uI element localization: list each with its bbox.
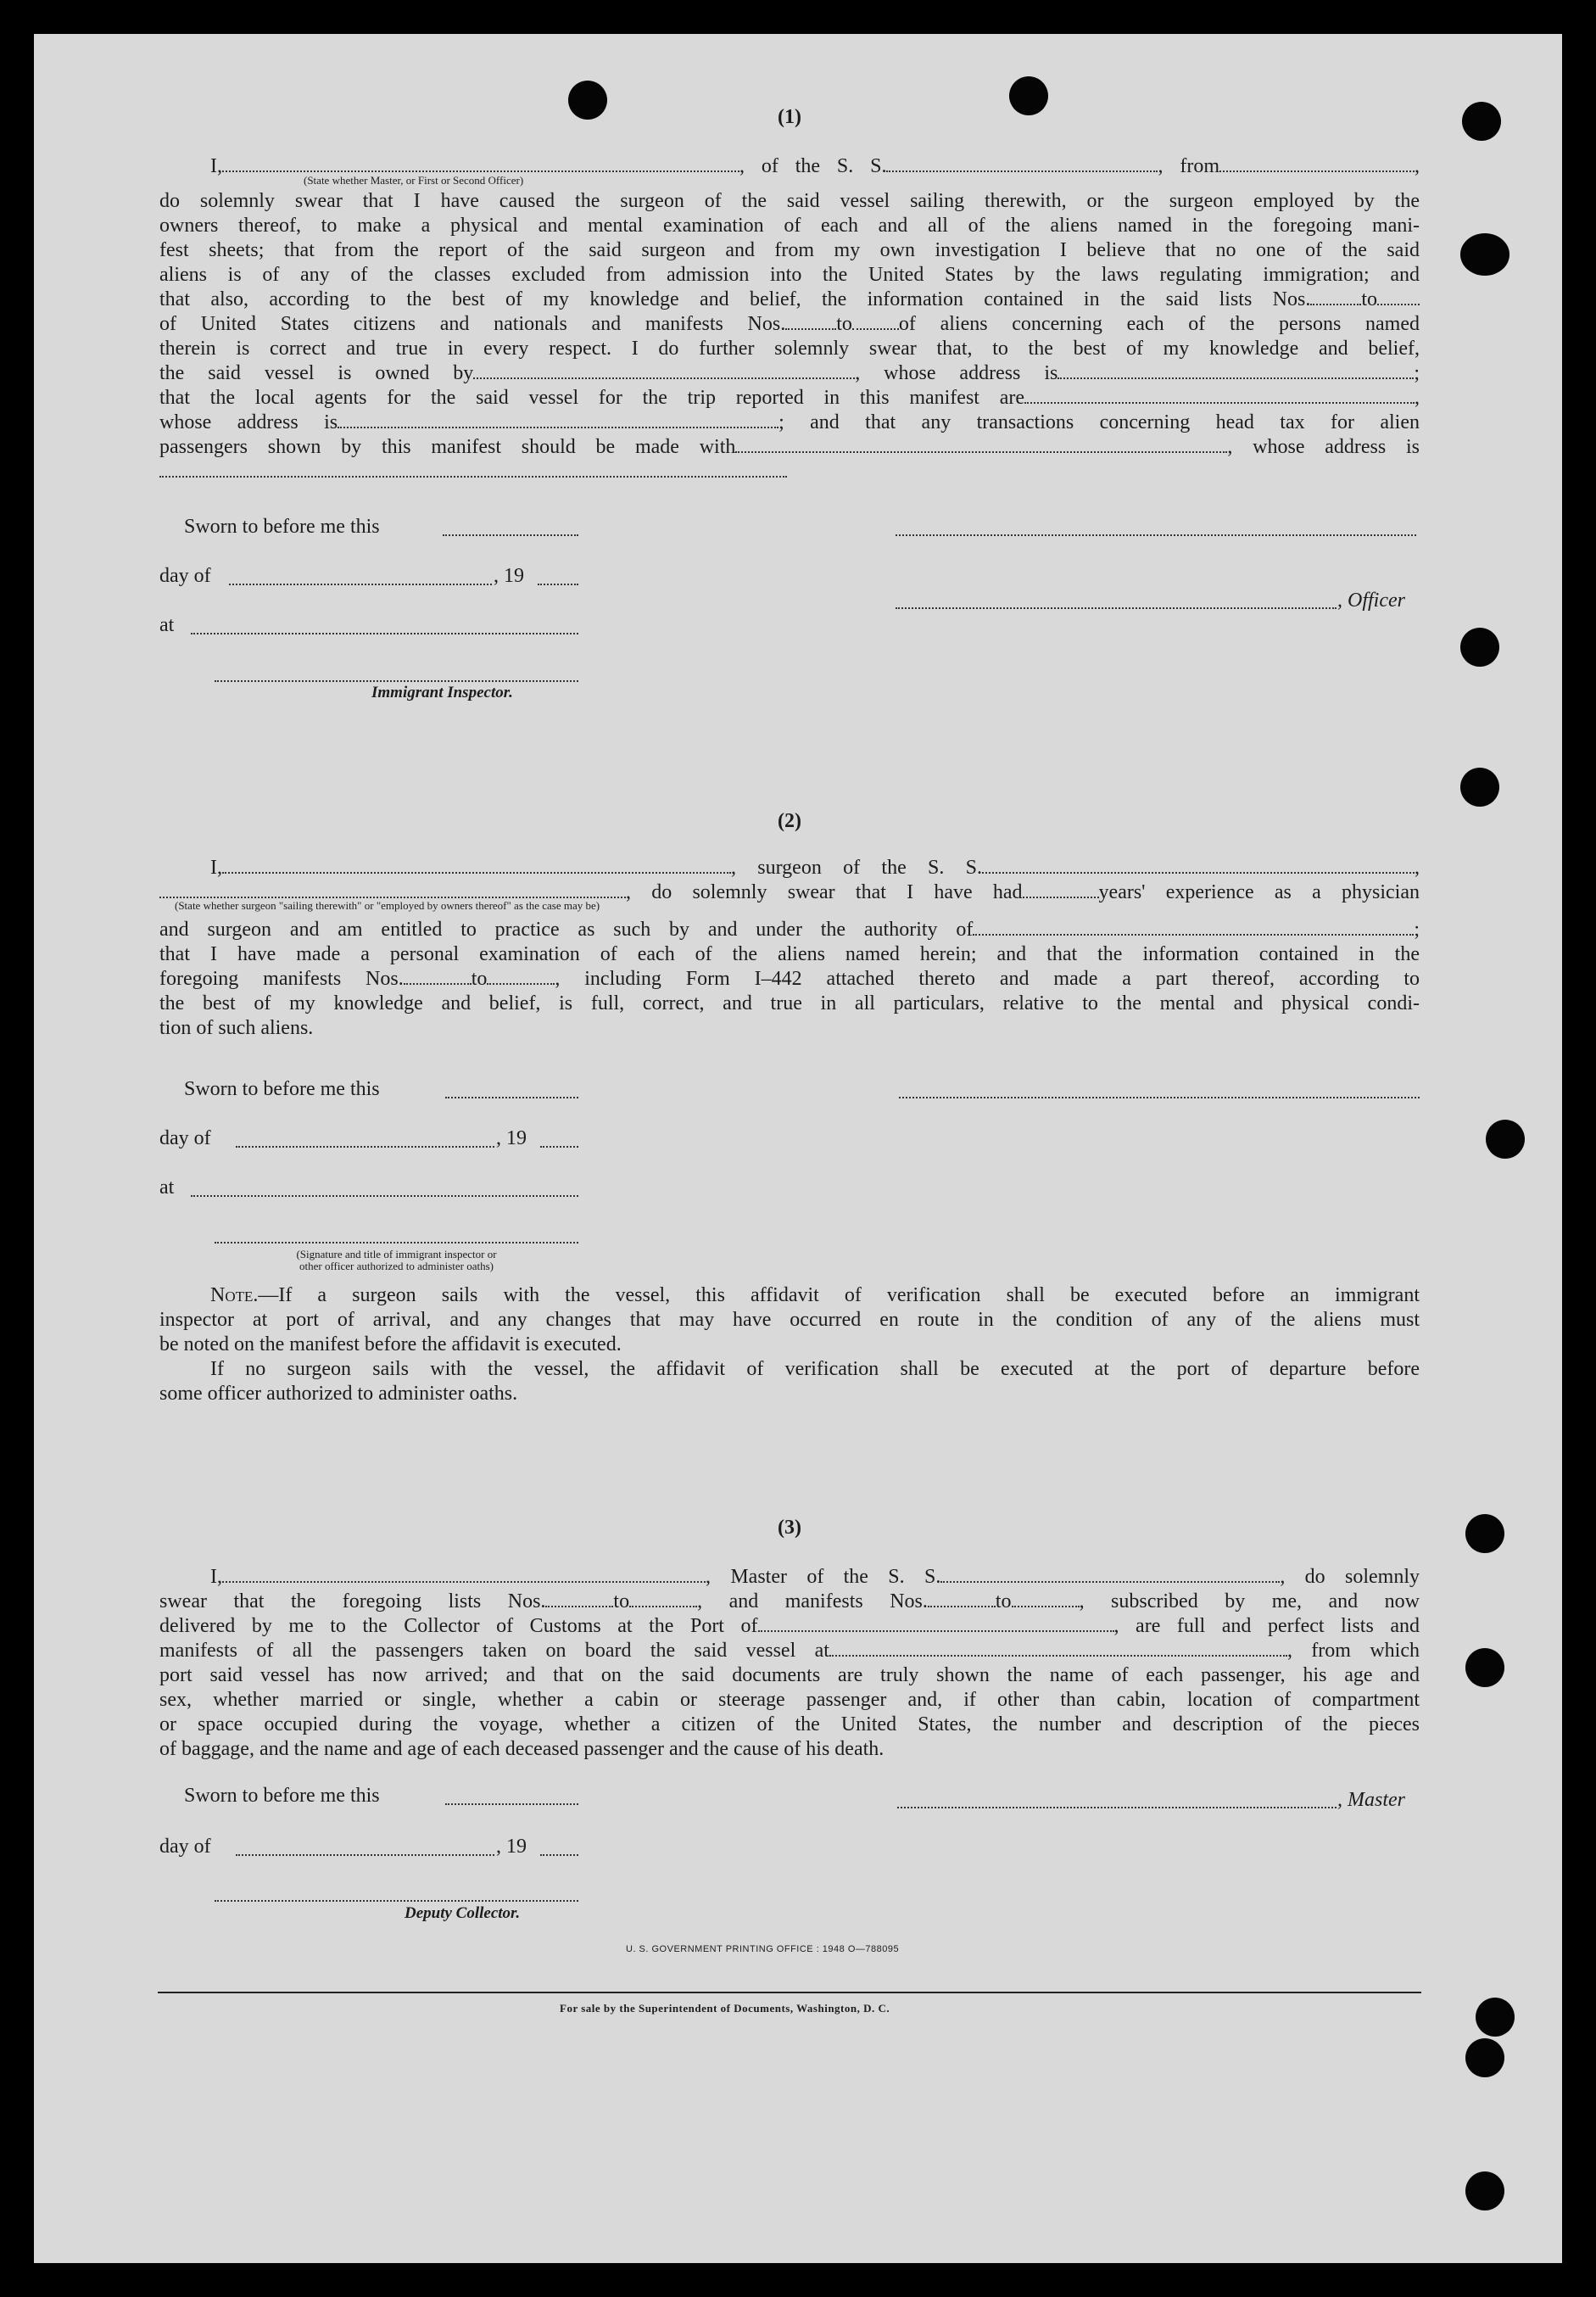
section-2-number: (2)	[778, 810, 801, 832]
s3-manifests-from-field[interactable]	[928, 1591, 996, 1607]
boarding-port-field[interactable]	[829, 1640, 1287, 1657]
s3-line-6: sex, whether married or single, whether a cabin or steerage passenger and, if other than cabin, location of compartment	[159, 1689, 1420, 1711]
s1-at-label: at	[159, 614, 175, 636]
footer-rule	[158, 1992, 1421, 1993]
s1-line-2: do solemnly swear that I have caused the surgeon of the said vessel sailing therewith, or the surgeon employed by the	[159, 190, 1420, 212]
s2-at-field[interactable]	[191, 1195, 578, 1197]
section-3-body	[159, 1565, 1420, 1762]
authority-field[interactable]	[973, 919, 1414, 936]
punch-hole	[1465, 2171, 1504, 2210]
manifests-to-field[interactable]	[852, 314, 899, 330]
s2-line-2: , do solemnly swear that I have had years' experience as a physician	[159, 880, 1420, 905]
s3-line-1: I, , Master of the S. S. , do solemnly	[210, 1566, 1420, 1588]
s2-sig-caption-1: (Signature and title of immigrant inspector or	[296, 1248, 497, 1260]
s3-line-8: of baggage, and the name and age of each deceased passenger and the cause of his death.	[159, 1738, 884, 1760]
s1-line-9: the said vessel is owned by , whose address is ;	[159, 362, 1420, 384]
years-field[interactable]	[1023, 882, 1099, 898]
inspector-signature-field[interactable]	[215, 680, 578, 682]
s2-year-label: , 19	[496, 1127, 527, 1149]
s1-at-field[interactable]	[191, 633, 578, 634]
s2-day-of-label: day of	[159, 1127, 211, 1149]
note-line-1: Note.—If a surgeon sails with the vessel, this affidavit of verification shall be executed before an immigrant	[210, 1284, 1420, 1306]
s1-year-field[interactable]	[538, 584, 578, 585]
gpo-imprint: U. S. GOVERNMENT PRINTING OFFICE : 1948 O—788095	[626, 1944, 900, 1954]
officer-label: , Officer	[1337, 590, 1405, 612]
punch-hole	[1465, 1648, 1504, 1687]
owner-address-field[interactable]	[1057, 363, 1414, 379]
section-2-body	[159, 856, 1420, 1041]
note-block	[159, 1283, 1420, 1406]
section-1-number: (1)	[778, 106, 801, 128]
s1-line-6: that also, according to the best of my knowledge and belief, the information contained in the said lists Nos. to	[159, 288, 1420, 312]
head-tax-address-field[interactable]	[159, 461, 787, 478]
s1-sworn-label: Sworn to before me this	[184, 516, 380, 538]
s2-signature-field[interactable]	[899, 1097, 1420, 1098]
s3-line-5: port said vessel has now arrived; and that on the said documents are truly shown the name of each passenger, his age and	[159, 1664, 1420, 1686]
s1-line-12: passengers shown by this manifest should be made with , whose address is	[159, 436, 1420, 458]
s2-line-1: I, , surgeon of the S. S. ,	[210, 857, 1420, 879]
punch-hole	[1460, 768, 1499, 807]
vessel-field[interactable]	[886, 156, 1158, 172]
s2-sworn-label: Sworn to before me this	[184, 1078, 380, 1100]
s2-line-5: foregoing manifests Nos. to , including Form I–442 attached thereto and made a part thereof, according to	[159, 968, 1420, 990]
master-label: , Master	[1337, 1789, 1405, 1811]
head-tax-field[interactable]	[735, 437, 1227, 453]
s3-line-7: or space occupied during the voyage, whether a citizen of the United States, the number and description of the pieces	[159, 1713, 1420, 1735]
s1-caption: (State whether Master, or First or Second Officer)	[304, 174, 524, 187]
port-field[interactable]	[758, 1616, 1114, 1632]
s1-day-field[interactable]	[229, 584, 492, 585]
surgeon-type-field[interactable]	[159, 882, 626, 898]
s1-line-3: owners thereof, to make a physical and mental examination of each and all of the aliens named in the foregoing mani-	[159, 215, 1420, 237]
s2-line-7: tion of such aliens.	[159, 1017, 314, 1039]
s3-line-2: swear that the foregoing lists Nos. to , and manifests Nos. to , subscribed by me, and now	[159, 1590, 1420, 1612]
s2-day-field[interactable]	[236, 1146, 494, 1148]
s1-line-13	[159, 460, 1420, 484]
s1-line-11: whose address is ; and that any transactions concerning head tax for alien	[159, 411, 1420, 433]
s2-manifests-from-field[interactable]	[404, 969, 472, 985]
lists-to-field[interactable]	[1377, 289, 1420, 305]
note-line-3: be noted on the manifest before the affidavit is executed.	[159, 1333, 622, 1355]
note-line-5: some officer authorized to administer oaths.	[159, 1383, 518, 1405]
note-line-4: If no surgeon sails with the vessel, the affidavit of verification shall be executed at the port of departure before	[210, 1358, 1420, 1380]
agents-address-field[interactable]	[338, 412, 778, 428]
sale-notice: For sale by the Superintendent of Documents, Washington, D. C.	[560, 2002, 890, 2015]
s3-lists-to-field[interactable]	[629, 1591, 697, 1607]
lists-from-field[interactable]	[1310, 289, 1361, 305]
s2-line-4: that I have made a personal examination of each of the aliens named herein; and that the information contained in the	[159, 943, 1420, 965]
s2-sig-caption-2: other officer authorized to administer oaths)	[299, 1260, 494, 1272]
s2-inspector-signature-field[interactable]	[215, 1242, 578, 1244]
name-field[interactable]	[222, 156, 739, 172]
master-signature-field[interactable]	[897, 1807, 1337, 1808]
from-port-field[interactable]	[1219, 156, 1415, 172]
s1-day-of-label: day of	[159, 565, 211, 587]
s3-year-field[interactable]	[540, 1854, 578, 1856]
section-3-number: (3)	[778, 1517, 801, 1539]
agents-field[interactable]	[1024, 388, 1415, 404]
s1-sworn-date-field[interactable]	[443, 534, 578, 536]
punch-hole	[1462, 102, 1501, 141]
s2-vessel-field[interactable]	[982, 858, 1415, 874]
s1-year-label: , 19	[494, 565, 524, 587]
immigrant-inspector-label: Immigrant Inspector.	[371, 684, 513, 701]
section-1-body	[159, 154, 1420, 484]
s1-signature-field[interactable]	[896, 534, 1416, 536]
s2-manifests-to-field[interactable]	[487, 969, 555, 985]
s1-line-5: aliens is of any of the classes excluded from admission into the United States by the laws regulating immigration; and	[159, 264, 1420, 286]
s3-vessel-field[interactable]	[940, 1567, 1280, 1583]
s3-day-of-label: day of	[159, 1836, 211, 1858]
s1-line-7: of United States citizens and nationals and manifests Nos. to of aliens concerning each of the persons named	[159, 313, 1420, 335]
s2-year-field[interactable]	[540, 1146, 578, 1148]
s2-sworn-date-field[interactable]	[445, 1097, 578, 1098]
s1-line-1: I, , of the S. S. , from ,	[210, 155, 1420, 177]
punch-hole	[1460, 628, 1499, 667]
s2-caption: (State whether surgeon "sailing therewith" or "employed by owners thereof" as the case may be)	[175, 899, 600, 912]
s2-line-6: the best of my knowledge and belief, is full, correct, and true in all particulars, relative to the mental and physical condi-	[159, 992, 1420, 1014]
s1-line-10: that the local agents for the said vessel for the trip reported in this manifest are ,	[159, 387, 1420, 409]
surgeon-name-field[interactable]	[222, 858, 731, 874]
s2-at-label: at	[159, 1176, 175, 1199]
s3-sworn-date-field[interactable]	[445, 1803, 578, 1805]
note-line-2: inspector at port of arrival, and any changes that may have occurred en route in the condition of any of the aliens must	[159, 1309, 1420, 1331]
manifests-from-field[interactable]	[785, 314, 836, 330]
punch-hole	[1465, 1514, 1504, 1553]
s1-line-4: fest sheets; that from the report of the said surgeon and from my own investigation I believe that no one of the said	[159, 239, 1420, 261]
punch-hole	[1460, 233, 1510, 276]
deputy-collector-label: Deputy Collector.	[405, 1904, 521, 1922]
s3-line-4: manifests of all the passengers taken on board the said vessel at , from which	[159, 1640, 1420, 1662]
punch-hole	[1465, 2038, 1504, 2077]
punch-hole	[1476, 1998, 1515, 2037]
s3-line-3: delivered by me to the Collector of Customs at the Port of , are full and perfect lists and	[159, 1615, 1420, 1637]
deputy-signature-field[interactable]	[215, 1900, 578, 1902]
owner-field[interactable]	[473, 363, 855, 379]
s1-line-8: therein is correct and true in every respect. I do further solemnly swear that, to the best of my knowledge and belief,	[159, 338, 1420, 360]
s3-manifests-to-field[interactable]	[1012, 1591, 1080, 1607]
master-name-field[interactable]	[222, 1567, 706, 1583]
officer-signature-field[interactable]	[896, 607, 1337, 609]
s3-year-label: , 19	[496, 1836, 527, 1858]
punch-hole	[1486, 1120, 1525, 1159]
s2-line-3: and surgeon and am entitled to practice as such by and under the authority of ;	[159, 919, 1420, 941]
s3-lists-from-field[interactable]	[545, 1591, 613, 1607]
s3-sworn-label: Sworn to before me this	[184, 1785, 380, 1807]
s3-day-field[interactable]	[236, 1854, 494, 1856]
